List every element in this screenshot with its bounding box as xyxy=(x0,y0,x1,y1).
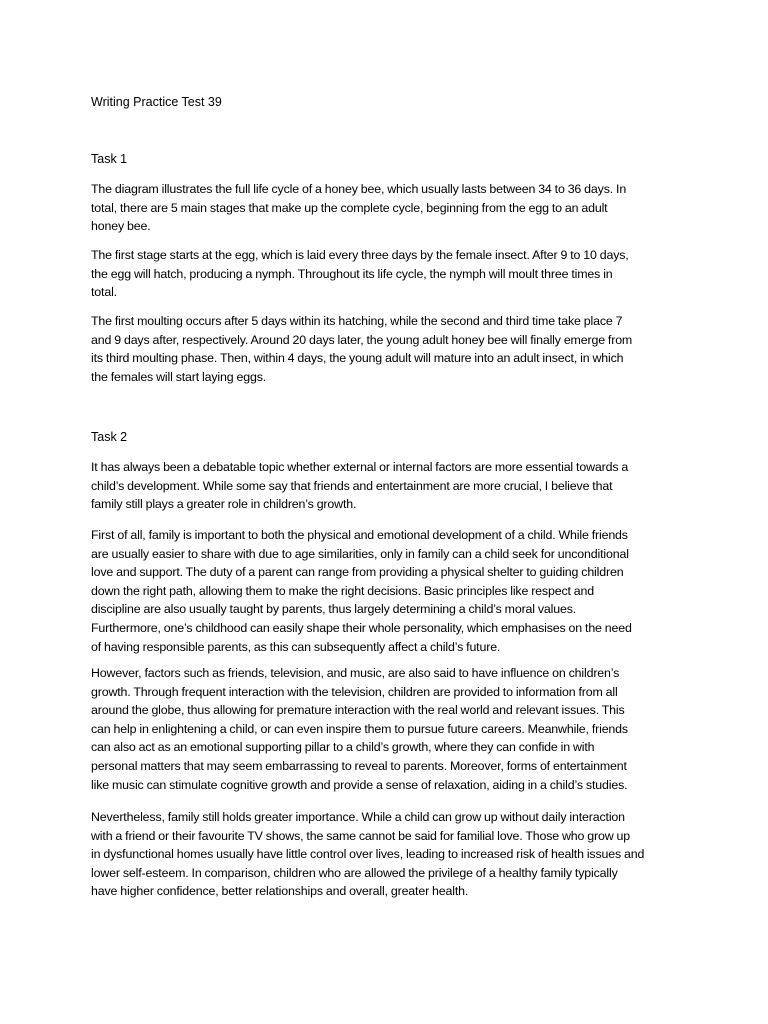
text-line: its third moulting phase. Then, within 4 days, the young adult will mature into an adult insect, in which xyxy=(91,351,624,366)
text-line: down the right path, allowing them to make the right decisions. Basic principles like respect and xyxy=(91,583,595,598)
text-line: in dysfunctional homes usually have little control over lives, leading to increased risk of health issues and xyxy=(91,847,645,862)
task2-paragraph-2 xyxy=(91,526,681,656)
text-line: child’s development. While some say that friends and entertainment are more crucial, I believe that xyxy=(91,478,613,493)
text-line: It has always been a debatable topic whether external or internal factors are more essential towards a xyxy=(91,460,629,474)
text-line: The first moulting occurs after 5 days within its hatching, while the second and third time take place 7 xyxy=(91,314,623,328)
text-line: The diagram illustrates the full life cycle of a honey bee, which usually lasts between 34 to 36 days. In xyxy=(91,182,627,196)
task2-paragraph-3 xyxy=(91,664,681,794)
text-line: Furthermore, one’s childhood can easily shape their whole personality, which emphasises on the need xyxy=(91,620,632,635)
text-line: personal matters that may seem embarrassing to reveal to parents. Moreover, forms of entertainment xyxy=(91,758,627,773)
text-line: are usually easier to share with due to age similarities, only in family can a child seek for unconditional xyxy=(91,546,629,561)
text-line: love and support. The duty of a parent can range from providing a physical shelter to guiding children xyxy=(91,565,624,580)
text-line: lower self-esteem. In comparison, children who are allowed the privilege of a healthy family typically xyxy=(91,865,618,880)
task1-paragraph-3 xyxy=(91,312,681,386)
text-line: around the globe, thus allowing for premature interaction with the real world and relevant issues. This xyxy=(91,703,625,718)
text-line: family still plays a greater role in children’s growth. xyxy=(91,497,357,512)
task2-heading: Task 2 xyxy=(91,430,128,444)
text-line: honey bee. xyxy=(91,219,151,234)
text-line: However, factors such as friends, television, and music, are also said to have influence on children’s xyxy=(91,666,620,680)
text-line: and 9 days after, respectively. Around 20 days later, the young adult honey bee will finally emerge from xyxy=(91,332,633,347)
document-title: Writing Practice Test 39 xyxy=(91,95,222,109)
text-line: total, there are 5 main stages that make up the complete cycle, beginning from the egg to an adult xyxy=(91,200,608,215)
text-line: can also act as an emotional supporting pillar to a child’s growth, where they can confide in with xyxy=(91,740,595,755)
text-line: have higher confidence, better relationships and overall, greater health. xyxy=(91,884,469,899)
task1-heading: Task 1 xyxy=(91,152,128,166)
text-line: like music can stimulate cognitive growth and provide a sense of relaxation, aiding in a child’s studies. xyxy=(91,777,628,792)
text-line: the egg will hatch, producing a nymph. Throughout its life cycle, the nymph will moult three times in xyxy=(91,266,613,281)
text-line: of having responsible parents, as this can subsequently affect a child’s future. xyxy=(91,639,501,654)
task1-paragraph-2 xyxy=(91,246,681,302)
text-line: growth. Through frequent interaction with the television, children are provided to information from all xyxy=(91,684,618,699)
text-line: The first stage starts at the egg, which is laid every three days by the female insect. After 9 to 10 days, xyxy=(91,248,629,262)
text-line: discipline are also usually taught by parents, thus largely determining a child’s moral values. xyxy=(91,602,577,617)
task2-paragraph-1 xyxy=(91,458,681,514)
task1-paragraph-1 xyxy=(91,180,681,236)
text-line: the females will start laying eggs. xyxy=(91,369,267,384)
text-line: Nevertheless, family still holds greater importance. While a child can grow up without daily interaction xyxy=(91,810,625,824)
text-line: First of all, family is important to both the physical and emotional development of a child. While friends xyxy=(91,528,628,542)
text-line: with a friend or their favourite TV shows, the same cannot be said for familial love. Those who grow up xyxy=(91,828,631,843)
text-line: can help in enlightening a child, or can even inspire them to pursue future careers. Meanwhile, friends xyxy=(91,721,628,736)
text-line: total. xyxy=(91,285,117,300)
task2-paragraph-4 xyxy=(91,808,681,901)
